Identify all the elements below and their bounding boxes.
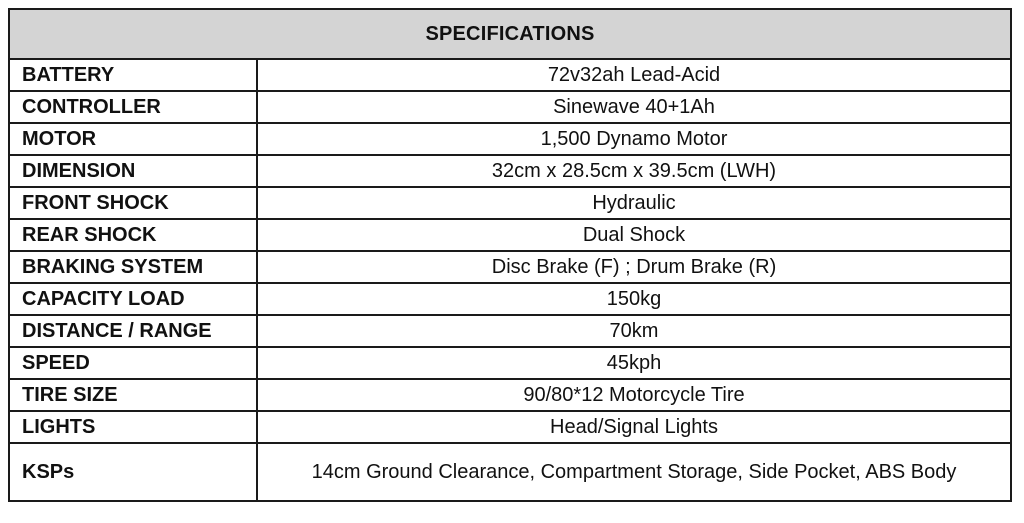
row-label: LIGHTS [9,411,257,443]
row-label: TIRE SIZE [9,379,257,411]
row-value: Dual Shock [257,219,1011,251]
table-row [9,379,1011,411]
table-row [9,347,1011,379]
row-value: Head/Signal Lights [257,411,1011,443]
row-value: 14cm Ground Clearance, Compartment Storage, Side Pocket, ABS Body [257,443,1011,501]
row-value: 1,500 Dynamo Motor [257,123,1011,155]
row-label: BRAKING SYSTEM [9,251,257,283]
row-value: Sinewave 40+1Ah [257,91,1011,123]
row-value: 150kg [257,283,1011,315]
table-row [9,315,1011,347]
row-value: Hydraulic [257,187,1011,219]
row-label: MOTOR [9,123,257,155]
table-row [9,283,1011,315]
row-label: DISTANCE / RANGE [9,315,257,347]
row-label: BATTERY [9,59,257,91]
table-title: SPECIFICATIONS [9,9,1011,59]
table-row [9,155,1011,187]
table-row [9,187,1011,219]
row-label: CONTROLLER [9,91,257,123]
row-value: 45kph [257,347,1011,379]
row-value: 70km [257,315,1011,347]
specifications-table [8,8,1012,502]
row-value: 90/80*12 Motorcycle Tire [257,379,1011,411]
row-value: 72v32ah Lead-Acid [257,59,1011,91]
table-row [9,411,1011,443]
row-label: CAPACITY LOAD [9,283,257,315]
row-label: REAR SHOCK [9,219,257,251]
table-row [9,59,1011,91]
table-row [9,251,1011,283]
table-row [9,123,1011,155]
row-label: FRONT SHOCK [9,187,257,219]
table-header-row [9,9,1011,59]
table-row [9,443,1011,501]
table-row [9,91,1011,123]
table-row [9,219,1011,251]
row-value: 32cm x 28.5cm x 39.5cm (LWH) [257,155,1011,187]
row-label: SPEED [9,347,257,379]
row-label: DIMENSION [9,155,257,187]
row-label: KSPs [9,443,257,501]
row-value: Disc Brake (F) ; Drum Brake (R) [257,251,1011,283]
